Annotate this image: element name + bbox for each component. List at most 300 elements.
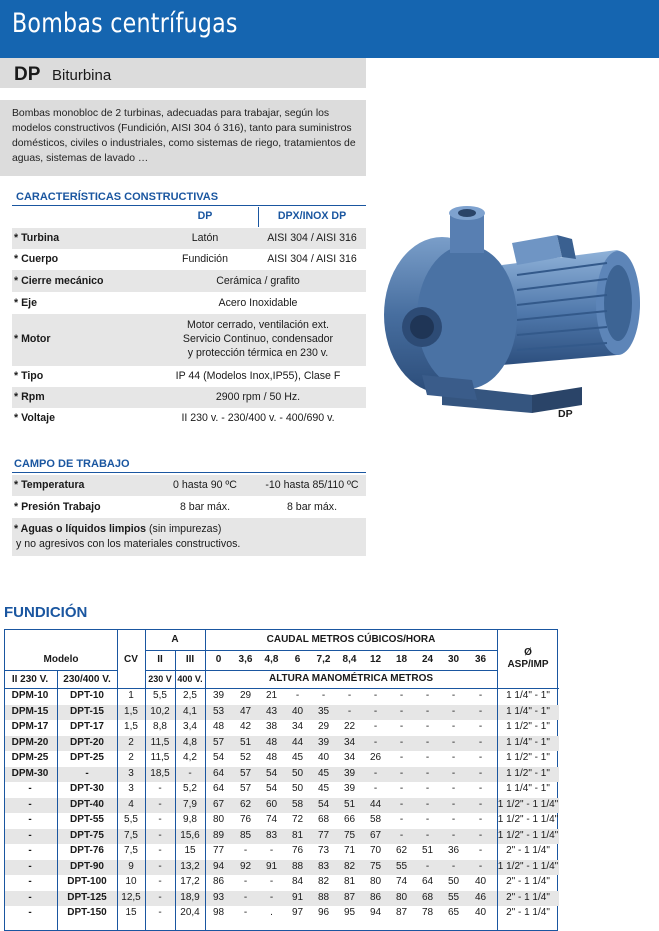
- aspimp-cell: 1 1/2" - 1": [506, 721, 550, 732]
- height-cell: 72: [291, 814, 304, 825]
- height-cell: 91: [291, 891, 304, 903]
- height-cell: 40: [474, 907, 487, 918]
- height-cell: 82: [343, 860, 356, 872]
- amp-ii-cell: -: [158, 814, 162, 825]
- height-cell: 83: [265, 829, 278, 841]
- cv-cell: 3: [128, 783, 134, 794]
- height-cell: 45: [317, 767, 330, 779]
- cv-cell: 1,5: [124, 721, 138, 732]
- height-cell: -: [425, 690, 430, 701]
- grid-line: [175, 650, 176, 930]
- height-cell: -: [478, 690, 483, 701]
- model-230400: DPT-55: [70, 814, 104, 825]
- amp-ii-cell: -: [158, 845, 162, 856]
- cv-cell: 1: [128, 690, 134, 701]
- page-title: Bombas centrífugas: [12, 8, 238, 39]
- aspimp-cell: 1 1/2" - 1 1/4": [497, 829, 559, 841]
- cv-cell: 2: [128, 736, 134, 748]
- height-cell: 55: [395, 860, 408, 872]
- model-ii: DPM-25: [11, 752, 49, 763]
- height-cell: 44: [369, 798, 382, 810]
- height-cell: -: [478, 783, 483, 794]
- height-cell: -: [478, 721, 483, 732]
- height-cell: -: [243, 891, 248, 903]
- spec-value-dp: 0 hasta 90 ºC: [173, 479, 237, 491]
- model-ii: -: [28, 829, 32, 841]
- height-cell: 86: [212, 876, 225, 887]
- height-cell: 34: [291, 721, 304, 732]
- spec-row-voltaje: [12, 408, 366, 429]
- height-cell: -: [478, 798, 483, 810]
- note-rest: (sin impurezas): [146, 523, 222, 535]
- model-230400: DPT-17: [70, 721, 104, 732]
- grid-line: [5, 670, 117, 671]
- height-cell: 88: [317, 891, 330, 903]
- height-cell: -: [451, 860, 456, 872]
- table-row: [5, 860, 559, 876]
- amp-ii-cell: -: [158, 907, 162, 918]
- col-head-dp: DP: [197, 210, 213, 222]
- header-caudal: CAUDAL METROS CÚBICOS/HORA: [266, 634, 436, 645]
- amp-ii-cell: 11,5: [150, 752, 170, 763]
- amp-iii-cell: 15: [184, 845, 196, 856]
- column-divider: [258, 207, 259, 227]
- height-cell: -: [373, 690, 378, 701]
- height-cell: -: [347, 705, 352, 717]
- spec-label: * Cierre mecánico: [14, 275, 104, 287]
- aspimp-cell: 1 1/2" - 1": [506, 767, 550, 779]
- height-cell: -: [425, 860, 430, 872]
- spec-value-line: y protección térmica en 230 v.: [187, 347, 329, 359]
- height-cell: 39: [343, 783, 356, 794]
- cv-cell: 15: [125, 907, 137, 918]
- height-cell: 51: [343, 798, 356, 810]
- amp-iii-cell: -: [188, 767, 192, 779]
- header-cv: CV: [124, 654, 138, 665]
- model-ii: -: [28, 845, 32, 856]
- spec-row-rpm: [12, 387, 366, 408]
- model-ii: -: [28, 798, 32, 810]
- amp-ii-cell: -: [158, 876, 162, 887]
- height-cell: 76: [291, 845, 304, 856]
- cv-cell: 12,5: [121, 891, 141, 903]
- height-cell: 51: [239, 736, 252, 748]
- table-row: [5, 844, 559, 860]
- grid-line: [145, 630, 146, 930]
- height-cell: 98: [212, 907, 225, 918]
- height-cell: 65: [447, 907, 460, 918]
- spec-value-line: Servicio Continuo, condensador: [182, 333, 334, 345]
- height-cell: -: [399, 752, 404, 763]
- height-cell: 34: [343, 736, 356, 748]
- height-cell: -: [373, 767, 378, 779]
- height-cell: -: [478, 767, 483, 779]
- height-cell: -: [295, 690, 300, 701]
- height-cell: -: [243, 845, 248, 856]
- height-cell: 48: [265, 736, 278, 748]
- note-line2: y no agresivos con los materiales constructivos.: [16, 538, 241, 550]
- height-cell: -: [399, 814, 404, 825]
- height-cell: -: [347, 690, 352, 701]
- height-cell: -: [269, 845, 274, 856]
- height-cell: -: [399, 721, 404, 732]
- height-cell: -: [425, 767, 430, 779]
- section-title-work: CAMPO DE TRABAJO: [14, 458, 130, 470]
- cv-cell: 4: [128, 798, 134, 810]
- height-cell: 68: [317, 814, 330, 825]
- amp-ii-cell: 18,5: [150, 767, 170, 779]
- section-divider: [12, 205, 366, 206]
- header-aspimp: ASP/IMP: [507, 659, 549, 670]
- height-cell: 42: [239, 721, 252, 732]
- model-230400: DPT-30: [70, 783, 104, 794]
- spec-label: * Eje: [14, 297, 37, 309]
- height-cell: -: [451, 829, 456, 841]
- height-cell: 68: [421, 891, 434, 903]
- model-230400: DPT-90: [70, 860, 104, 872]
- height-cell: 87: [343, 891, 356, 903]
- spec-row-cuerpo: [12, 249, 366, 270]
- height-cell: .: [270, 907, 273, 918]
- model-subtitle: Biturbina: [52, 67, 112, 84]
- spec-value: IP 44 (Modelos Inox,IP55), Clase F: [175, 370, 341, 382]
- model-230400: DPT-15: [70, 705, 104, 717]
- height-cell: 76: [239, 814, 252, 825]
- height-cell: -: [478, 829, 483, 841]
- cv-cell: 3: [128, 767, 134, 779]
- height-cell: 64: [212, 767, 225, 779]
- height-cell: 50: [291, 783, 304, 794]
- height-cell: 29: [239, 690, 252, 701]
- intro-line: aguas, sistemas de lavado …: [12, 153, 149, 164]
- aspimp-cell: 1 1/4" - 1": [506, 705, 550, 717]
- height-cell: 51: [421, 845, 434, 856]
- height-cell: 80: [395, 891, 408, 903]
- table-row: [5, 736, 559, 752]
- intro-line: modelos constructivos (Fundición, AISI 304 ó 316), tanto para suministros: [12, 123, 352, 134]
- height-cell: 22: [343, 721, 356, 732]
- header-a-iii: III: [185, 654, 195, 665]
- header-a: A: [171, 634, 179, 645]
- spec-row-cierre: [12, 270, 366, 292]
- height-cell: -: [478, 860, 483, 872]
- amp-ii-cell: -: [158, 891, 162, 903]
- model-ii: DPM-15: [11, 705, 49, 717]
- height-cell: 66: [343, 814, 356, 825]
- amp-ii-cell: 10,2: [150, 705, 170, 717]
- height-cell: -: [243, 876, 248, 887]
- height-cell: 64: [212, 783, 225, 794]
- height-cell: 38: [265, 721, 278, 732]
- height-cell: 39: [317, 736, 330, 748]
- model-230400: DPT-76: [70, 845, 104, 856]
- model-ii: -: [28, 891, 32, 903]
- model-ii: -: [28, 783, 32, 794]
- height-cell: 58: [369, 814, 382, 825]
- height-cell: 97: [291, 907, 304, 918]
- model-ii: -: [28, 907, 32, 918]
- table-row: [5, 705, 559, 721]
- amp-iii-cell: 2,5: [183, 690, 197, 701]
- flow-header: 8,4: [342, 654, 357, 665]
- height-cell: 88: [291, 860, 304, 872]
- height-cell: -: [269, 876, 274, 887]
- height-cell: -: [269, 891, 274, 903]
- flow-header: 30: [447, 654, 460, 665]
- model-230400: DPT-40: [70, 798, 104, 810]
- height-cell: 35: [317, 705, 330, 717]
- pump-image: [382, 195, 650, 420]
- amp-iii-cell: 4,2: [183, 752, 197, 763]
- height-cell: 40: [474, 876, 487, 887]
- height-cell: 55: [447, 891, 460, 903]
- spec-value: Acero Inoxidable: [218, 297, 298, 309]
- cv-cell: 7,5: [124, 829, 138, 841]
- height-cell: 62: [395, 845, 408, 856]
- height-cell: 21: [265, 690, 278, 701]
- height-cell: -: [425, 829, 430, 841]
- spec-row-motor: [12, 314, 366, 366]
- spec-row-turbina: [12, 228, 366, 249]
- aspimp-cell: 1 1/2" - 1": [506, 752, 550, 763]
- height-cell: 48: [265, 752, 278, 763]
- height-cell: 62: [239, 798, 252, 810]
- height-cell: -: [373, 736, 378, 748]
- model-ii: DPM-17: [11, 721, 49, 732]
- height-cell: 87: [395, 907, 408, 918]
- amp-ii-cell: 5,5: [153, 690, 167, 701]
- height-cell: 86: [369, 891, 382, 903]
- height-cell: 45: [317, 783, 330, 794]
- height-cell: -: [425, 721, 430, 732]
- height-cell: -: [425, 752, 430, 763]
- table-row: [5, 875, 559, 891]
- height-cell: 54: [265, 783, 278, 794]
- height-cell: -: [399, 767, 404, 779]
- height-cell: 52: [239, 752, 252, 763]
- height-cell: -: [425, 798, 430, 810]
- height-cell: 50: [291, 767, 304, 779]
- height-cell: 80: [212, 814, 225, 825]
- spec-value: II 230 v. - 230/400 v. - 400/690 v.: [181, 412, 335, 424]
- height-cell: 81: [291, 829, 304, 841]
- amp-ii-cell: -: [158, 829, 162, 841]
- spec-row-tipo: [12, 366, 366, 387]
- height-cell: 96: [317, 907, 330, 918]
- header-a-230: 230 V: [148, 674, 172, 684]
- table-row: [5, 891, 559, 907]
- flow-header: 12: [369, 654, 382, 665]
- amp-iii-cell: 4,1: [183, 705, 197, 717]
- model-230400: -: [85, 767, 89, 779]
- table-row: [5, 813, 559, 829]
- flow-header: 7,2: [316, 654, 331, 665]
- amp-iii-cell: 3,4: [183, 721, 197, 732]
- height-cell: 95: [343, 907, 356, 918]
- height-cell: -: [399, 705, 404, 717]
- height-cell: -: [425, 705, 430, 717]
- spec-label: * Cuerpo: [14, 253, 59, 265]
- spec-row-eje: [12, 292, 366, 314]
- height-cell: 91: [265, 860, 278, 872]
- table-row: [5, 720, 559, 736]
- model-ii: DPM-10: [11, 690, 49, 701]
- aspimp-cell: 1 1/4" - 1": [506, 690, 550, 701]
- header-ii230: II 230 V.: [11, 674, 49, 685]
- height-cell: 26: [369, 752, 382, 763]
- table-row: [5, 798, 559, 814]
- height-cell: -: [425, 814, 430, 825]
- spec-label: * Voltaje: [14, 412, 56, 424]
- height-cell: -: [478, 814, 483, 825]
- height-cell: 94: [369, 907, 382, 918]
- table-row: [5, 751, 559, 767]
- work-note: [12, 518, 366, 556]
- model-230400: DPT-100: [67, 876, 107, 887]
- table-row: [5, 767, 559, 783]
- height-cell: -: [399, 736, 404, 748]
- spec-value-dp: Latón: [191, 232, 219, 244]
- height-cell: 57: [239, 783, 252, 794]
- section-title-constructive: CARACTERÍSTICAS CONSTRUCTIVAS: [16, 191, 219, 203]
- height-cell: 92: [239, 860, 252, 872]
- fundicion-table: [4, 629, 558, 931]
- height-cell: 84: [291, 876, 304, 887]
- table-row: [5, 829, 559, 845]
- height-cell: 44: [291, 736, 304, 748]
- height-cell: 34: [343, 752, 356, 763]
- model-230400: DPT-75: [70, 829, 104, 841]
- amp-ii-cell: 8,8: [153, 721, 167, 732]
- aspimp-cell: 1 1/4" - 1": [506, 736, 550, 748]
- height-cell: -: [373, 721, 378, 732]
- model-ii: -: [28, 876, 32, 887]
- header-a-ii: II: [157, 654, 163, 665]
- height-cell: 54: [317, 798, 330, 810]
- height-cell: 64: [421, 876, 434, 887]
- height-cell: 47: [239, 705, 252, 717]
- spec-value: 2900 rpm / 50 Hz.: [215, 391, 301, 403]
- aspimp-cell: 2" - 1 1/4": [506, 845, 550, 856]
- height-cell: 58: [291, 798, 304, 810]
- spec-value: Cerámica / grafito: [216, 275, 300, 287]
- work-row-temp: [12, 475, 366, 496]
- height-cell: -: [399, 829, 404, 841]
- flow-header: 24: [421, 654, 434, 665]
- intro-separator: [0, 88, 366, 100]
- height-cell: 70: [369, 845, 382, 856]
- spec-label: * Turbina: [14, 232, 60, 244]
- spec-label: * Rpm: [14, 391, 45, 403]
- height-cell: -: [425, 783, 430, 794]
- flow-header: 6: [294, 654, 301, 665]
- grid-line: [145, 670, 205, 671]
- height-cell: 45: [291, 752, 304, 763]
- height-cell: 40: [317, 752, 330, 763]
- amp-iii-cell: 13,2: [180, 860, 200, 872]
- height-cell: 57: [212, 736, 225, 748]
- height-cell: -: [399, 798, 404, 810]
- flow-header: 3,6: [238, 654, 253, 665]
- grid-line: [5, 688, 559, 689]
- amp-iii-cell: 20,4: [180, 907, 200, 918]
- height-cell: -: [451, 690, 456, 701]
- pump-caption: DP: [558, 408, 573, 420]
- height-cell: 85: [239, 829, 252, 841]
- height-cell: -: [451, 767, 456, 779]
- table-row: [5, 689, 559, 705]
- spec-label: * Temperatura: [14, 479, 85, 491]
- model-code: DP: [14, 64, 41, 85]
- height-cell: -: [451, 798, 456, 810]
- header-a-400: 400 V.: [177, 674, 203, 684]
- spec-value-inox: AISI 304 / AISI 316: [267, 253, 357, 265]
- amp-ii-cell: -: [158, 783, 162, 794]
- height-cell: 43: [265, 705, 278, 717]
- amp-ii-cell: 11,5: [150, 736, 170, 748]
- amp-iii-cell: 18,9: [180, 891, 200, 903]
- height-cell: 94: [212, 860, 225, 872]
- model-230400: DPT-150: [67, 907, 107, 918]
- cv-cell: 7,5: [124, 845, 138, 856]
- spec-label: * Presión Trabajo: [14, 501, 101, 513]
- height-cell: 93: [212, 891, 225, 903]
- amp-iii-cell: 9,8: [183, 814, 197, 825]
- header-band: [0, 0, 659, 58]
- grid-line: [57, 670, 58, 930]
- height-cell: -: [425, 736, 430, 748]
- height-cell: 82: [317, 876, 330, 887]
- aspimp-cell: 2" - 1 1/4": [506, 907, 550, 918]
- model-230400: DPT-25: [70, 752, 104, 763]
- height-cell: -: [478, 705, 483, 717]
- section-divider: [12, 472, 366, 473]
- cv-cell: 9: [128, 860, 134, 872]
- height-cell: 80: [369, 876, 382, 887]
- height-cell: 77: [317, 829, 330, 841]
- height-cell: 75: [343, 829, 356, 841]
- height-cell: 71: [343, 845, 356, 856]
- grid-line: [205, 650, 497, 651]
- height-cell: -: [399, 783, 404, 794]
- height-cell: -: [321, 690, 326, 701]
- amp-iii-cell: 17,2: [180, 876, 200, 887]
- height-cell: 36: [447, 845, 460, 856]
- height-cell: 53: [212, 705, 225, 717]
- height-cell: -: [399, 690, 404, 701]
- aspimp-cell: 2" - 1 1/4": [506, 891, 550, 903]
- height-cell: 40: [291, 705, 304, 717]
- height-cell: 39: [343, 767, 356, 779]
- col-head-inox: DPX/INOX DP: [277, 210, 347, 222]
- height-cell: -: [451, 814, 456, 825]
- header-diam: Ø: [524, 647, 532, 658]
- spec-label: * Tipo: [14, 370, 44, 382]
- height-cell: 29: [317, 721, 330, 732]
- height-cell: 89: [212, 829, 225, 841]
- height-cell: 46: [474, 891, 487, 903]
- amp-iii-cell: 15,6: [180, 829, 200, 841]
- grid-line: [117, 630, 118, 930]
- model-230400: DPT-10: [70, 690, 104, 701]
- spec-value-inox: -10 hasta 85/110 ºC: [265, 479, 359, 491]
- height-cell: 57: [239, 767, 252, 779]
- flow-header: 0: [215, 654, 222, 665]
- model-ii: DPM-20: [11, 736, 49, 748]
- amp-iii-cell: 4,8: [183, 736, 197, 748]
- amp-iii-cell: 7,9: [183, 798, 197, 810]
- header-modelo: Modelo: [43, 654, 79, 665]
